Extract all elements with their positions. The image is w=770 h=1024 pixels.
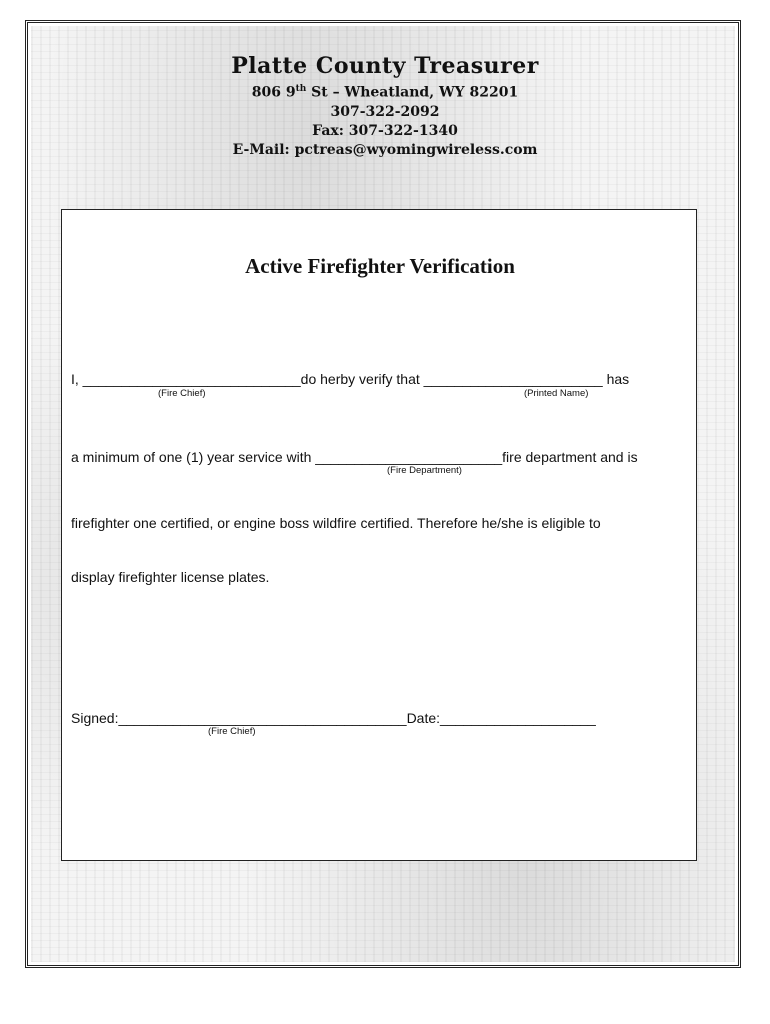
letterhead	[0, 52, 770, 160]
signature-caption: (Fire Chief)	[208, 726, 256, 737]
office-email: E-Mail: pctreas@wyomingwireless.com	[232, 141, 538, 158]
office-address: 806 9th St – Wheatland, WY 82201	[251, 84, 519, 101]
form-title: Active Firefighter Verification	[245, 254, 515, 278]
office-phone: 307-322-2092	[330, 103, 440, 120]
verification-form	[61, 209, 697, 861]
eligibility-statement: display firefighter license plates.	[71, 569, 270, 585]
chief-name-statement: I, ____________________________do herby verify that _______________________ has	[71, 371, 630, 387]
office-title: Platte County Treasurer	[231, 53, 539, 79]
certification-statement: firefighter one certified, or engine boss wildfire certified. Therefore he/she is eligible to	[71, 515, 601, 531]
printed-name-caption: (Printed Name)	[524, 388, 589, 399]
fire-department-caption: (Fire Department)	[387, 465, 462, 476]
office-fax: Fax: 307-322-1340	[312, 122, 458, 139]
service-statement: a minimum of one (1) year service with ________________________fire department and is	[71, 449, 638, 465]
signature-date-line: Signed:_____________________________________Date:____________________	[71, 710, 596, 726]
fire-chief-caption: (Fire Chief)	[158, 388, 206, 399]
